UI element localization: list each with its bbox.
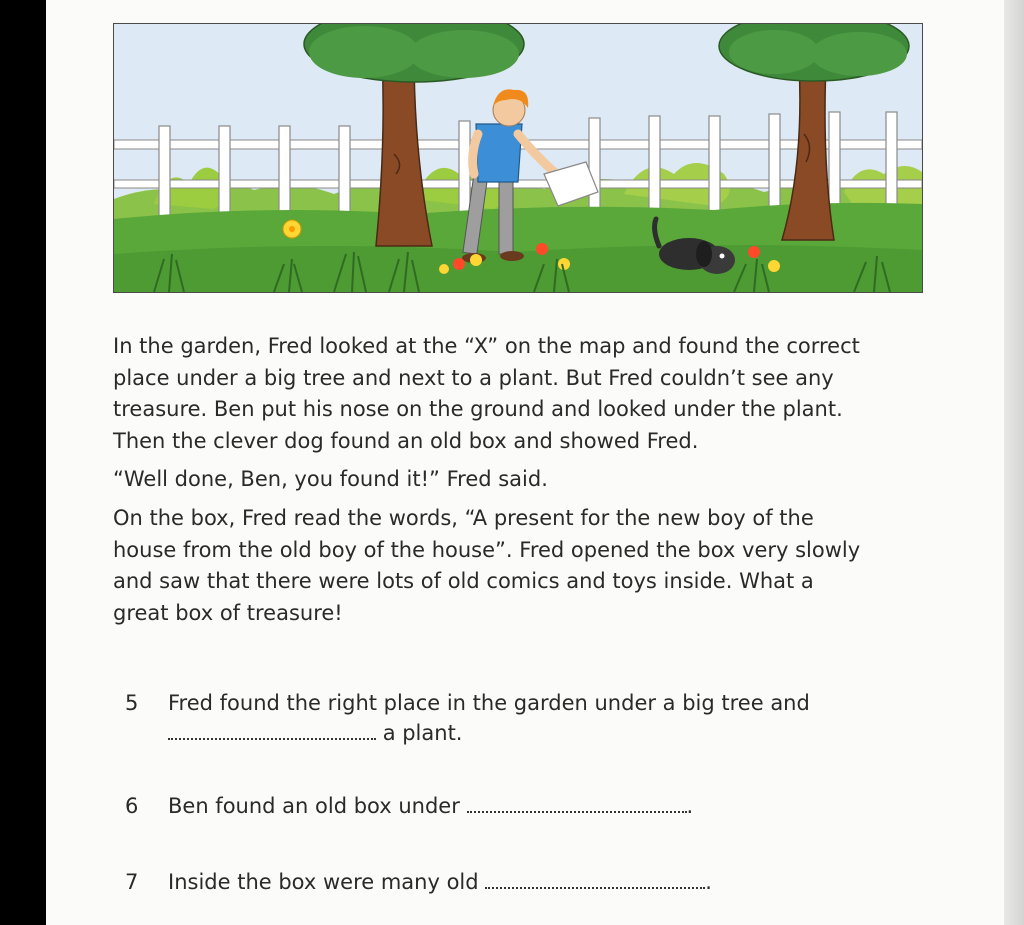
page-edge <box>1004 0 1024 925</box>
question-text: Inside the box were many old <box>168 870 479 894</box>
question-end: . <box>686 794 694 818</box>
question-number: 7 <box>125 870 139 894</box>
question-end: . <box>705 870 712 894</box>
story-paragraph-1: In the garden, Fred looked at the “X” on the map and found the correct place under a big tree and next to a plant. But Fred couldn’t see any treasure. Ben put his nose on the ground and looked under the plant. Then the clever dog found an old box and showed Fred. <box>113 334 860 453</box>
garden-scene-illustration <box>113 23 923 293</box>
story-text <box>113 331 923 636</box>
answer-blank[interactable] <box>485 869 705 889</box>
question-number: 6 <box>125 794 139 818</box>
story-paragraph-3: On the box, Fred read the words, “A present for the new boy of the house from the old boy of the house”. Fred opened the box very slowly and saw that there were lots of old comics and toys inside. What a great box of treasure! <box>113 505 861 625</box>
question-text: Ben found an old box under <box>168 794 460 818</box>
answer-blank[interactable] <box>467 793 687 813</box>
question-text: Fred found the right place in the garden under a big tree and <box>168 691 810 715</box>
question-number: 5 <box>125 691 139 715</box>
question-text-continued: a plant. <box>382 721 463 745</box>
answer-blank[interactable] <box>168 720 376 740</box>
story-paragraph-2: “Well done, Ben, you found it!” Fred said. <box>113 467 548 492</box>
